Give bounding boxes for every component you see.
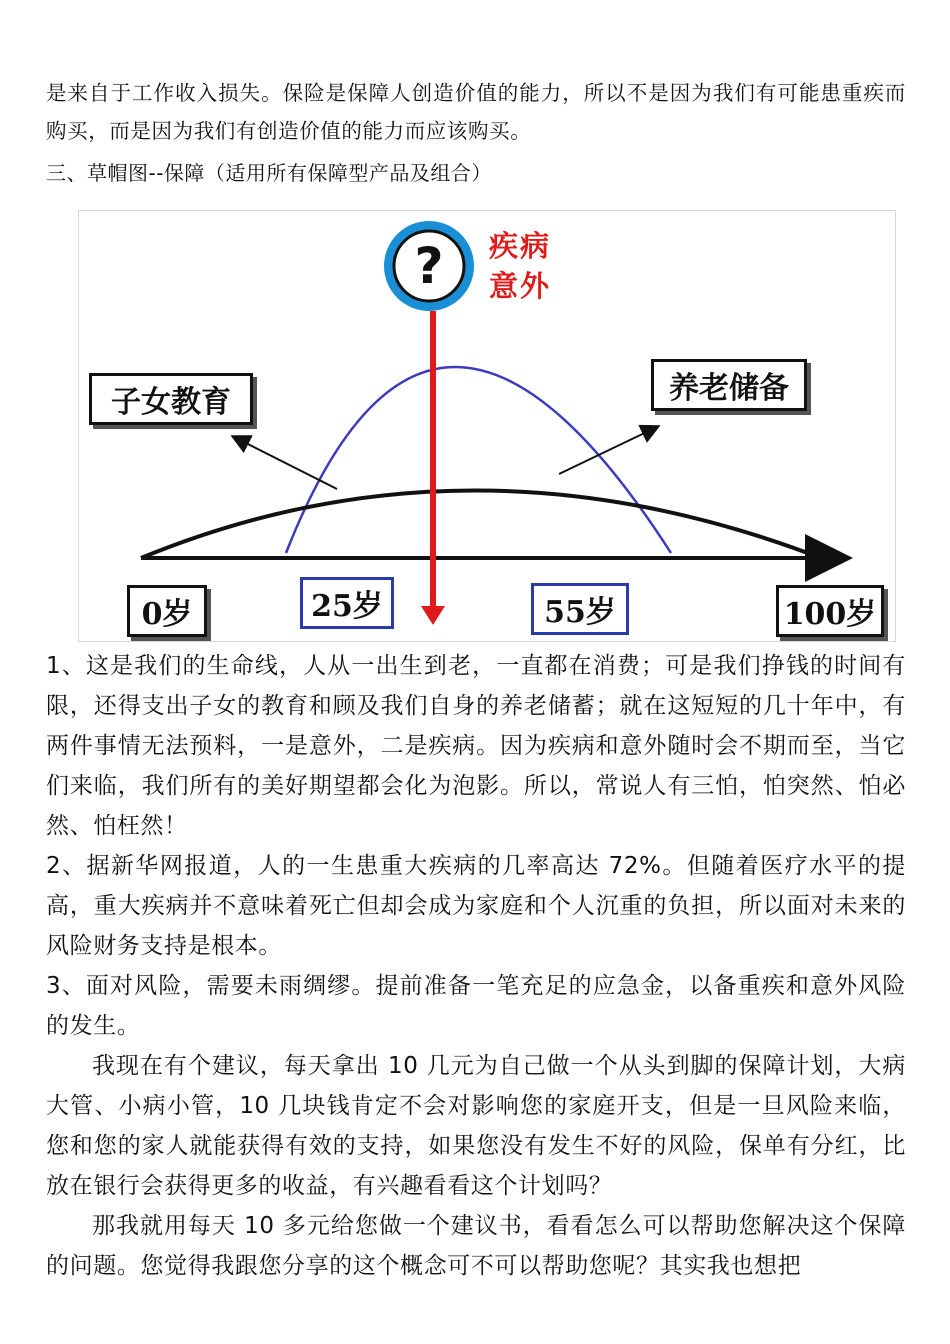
income-curve bbox=[286, 367, 671, 553]
box-child-education: 子女教育 bbox=[89, 373, 253, 425]
age-box-0: 0岁 bbox=[127, 585, 207, 637]
life-curve bbox=[141, 491, 821, 559]
paragraph-2: 2、据新华网报道，人的一生患重大疾病的几率高达 72%。但随着医疗水平的提高，重大疾病并不意味着死亡但却会成为家庭和个人沉重的负担，所以面对未来的风险财务支持是根本。 bbox=[46, 853, 906, 959]
age-box-55: 55岁 bbox=[531, 583, 629, 635]
risk-label-accident: 意外 bbox=[489, 269, 552, 303]
question-mark-icon: ? bbox=[414, 237, 444, 295]
paragraph-proposal: 那我就用每天 10 多元给您做一个建议书，看看怎么可以帮助您解决这个保障的问题。您觉得我跟您分享的这个概念可不可以帮助您呢？其实我也想把 bbox=[46, 1213, 906, 1279]
paragraph-1: 1、这是我们的生命线，人从一出生到老，一直都在消费；可是我们挣钱的时间有限，还得支出子女的教育和顾及我们自身的养老储蓄；就在这短短的几十年中，有两件事情无法预料，一是意外，二是疾病。因为疾病和意外随时会不期而至，当它们来临，我们所有的美好期望都会化为泡影。所以，常说人有三怕，怕突然、怕必然、怕枉然！ bbox=[46, 653, 906, 839]
paragraph-3: 3、面对风险，需要未雨绸缪。提前准备一笔充足的应急金，以备重疾和意外风险的发生。 bbox=[46, 973, 906, 1039]
section-heading: 三、草帽图--保障（适用所有保障型产品及组合） bbox=[46, 161, 492, 185]
risk-arrowhead bbox=[421, 606, 445, 625]
paragraph-suggestion: 我现在有个建议，每天拿出 10 几元为自己做一个从头到脚的保障计划，大病大管、小病小管，10 几块钱肯定不会对影响您的家庭开支，但是一旦风险来临，您和您的家人就能获得有效的支持，如果您没有发生不好的风险，保单有分红，比放在银行会获得更多的收益，有兴趣看看这个计划吗？ bbox=[46, 1053, 906, 1199]
straw-hat-diagram bbox=[78, 210, 896, 642]
age-box-25: 25岁 bbox=[300, 577, 394, 629]
age-box-100: 100岁 bbox=[776, 585, 884, 637]
diagram-graphics bbox=[79, 211, 895, 641]
intro-paragraph: 是来自于工作收入损失。保险是保障人创造价值的能力，所以不是因为我们有可能患重疾而购买，而是因为我们有创造价值的能力而应该购买。 bbox=[46, 81, 906, 143]
education-arrow bbox=[234, 437, 337, 489]
risk-label-disease: 疾病 bbox=[489, 229, 552, 263]
box-pension-reserve: 养老储备 bbox=[651, 359, 807, 411]
